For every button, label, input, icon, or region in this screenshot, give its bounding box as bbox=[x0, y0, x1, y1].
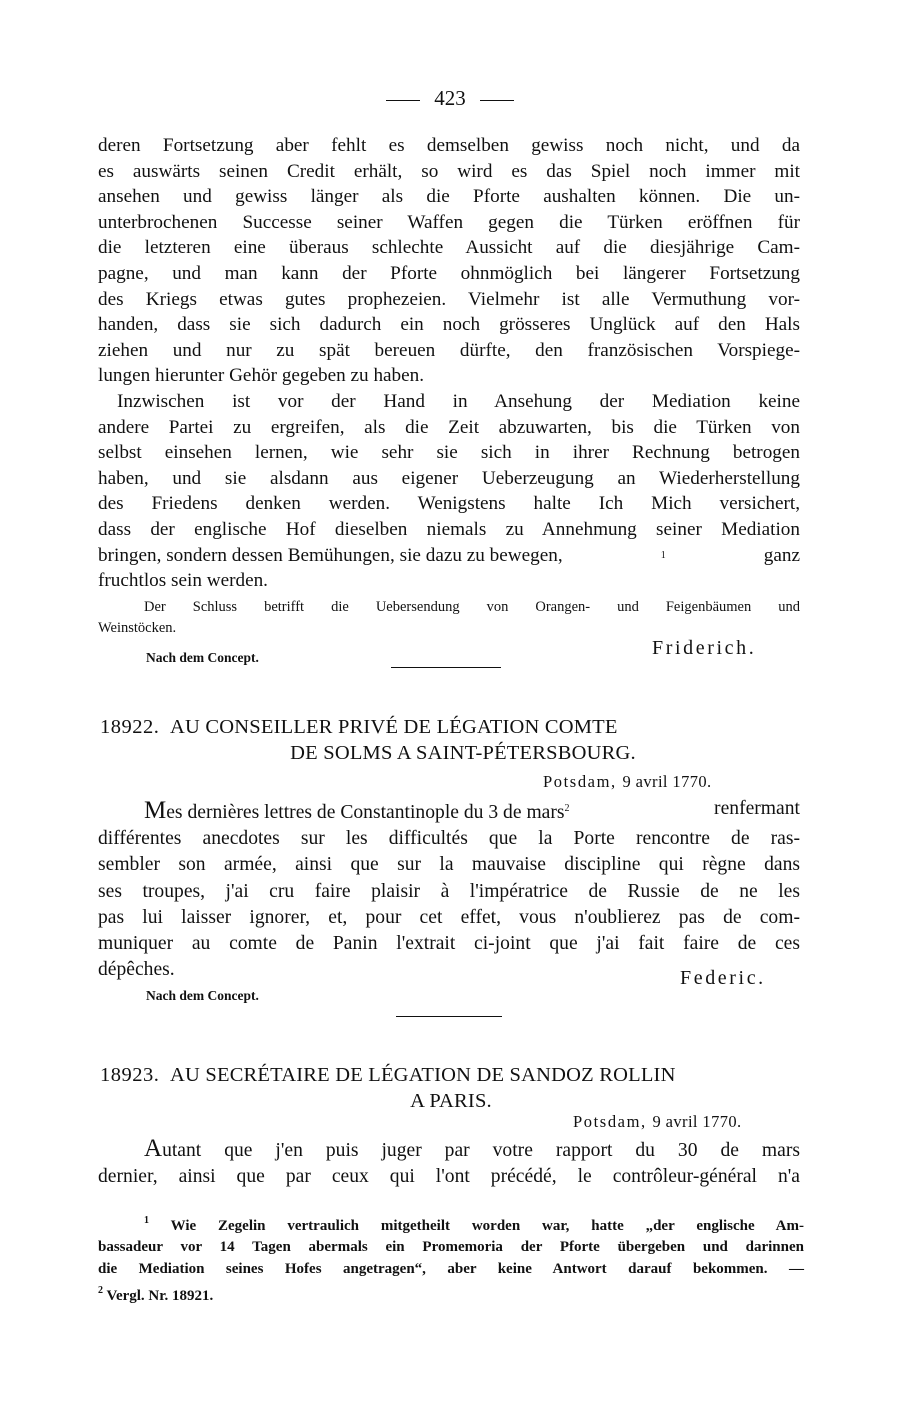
text-line-part: es dernières lettres de Constantinople du 3 de mars bbox=[166, 802, 565, 823]
text-line-part: renfermant bbox=[714, 798, 800, 819]
text-line: es auswärts seinen Credit erhält, so wird es das Spiel noch immer mit bbox=[98, 160, 800, 182]
text-line: dernier, ainsi que par ceux qui l'ont précédé, le contrôleur-général n'a bbox=[98, 1166, 800, 1188]
date: 9 avril 1770. bbox=[622, 772, 712, 791]
initial-letter: M bbox=[144, 797, 167, 824]
text-line bbox=[98, 796, 800, 826]
text-line: haben, und sie alsdann aus eigener Ueberzeugung an Wiederherstellung bbox=[98, 467, 800, 489]
text-line: selbst einsehen lernen, wie sehr sie sich in ihrer Rechnung betrogen bbox=[98, 442, 800, 464]
footnote-text: Wie Zegelin vertraulich mitgetheilt worden war, hatte „der englische Am- bbox=[170, 1218, 804, 1234]
text-line: des Friedens denken werden. Wenigstens halte Ich Mich versichert, bbox=[98, 493, 800, 515]
letter1-paragraph1 bbox=[98, 133, 800, 389]
footnote-mark: 2 bbox=[98, 1285, 103, 1297]
initial-letter: A bbox=[144, 1135, 163, 1162]
editorial-note: Der Schluss betrifft die Uebersendung von Orangen- und Feigenbäumen und bbox=[144, 599, 800, 615]
text-line-part: utant que j'en puis juger par votre rapport du 30 de mars bbox=[162, 1140, 800, 1161]
text-line: handen, dass sie sich dadurch ein noch grösseres Unglück auf den Hals bbox=[98, 314, 800, 336]
footnote-line bbox=[98, 1280, 804, 1307]
text-line: lungen hierunter Gehör gegeben zu haben. bbox=[98, 365, 425, 387]
footnote-line: bassadeur vor 14 Tagen abermals ein Promemoria der Pforte übergeben und darinnen bbox=[98, 1239, 804, 1256]
text-line: die letzteren eine überaus schlechte Aussicht auf die diesjährige Cam- bbox=[98, 237, 800, 259]
text-line: ansehen und gewiss länger als die Pforte aushalten können. Die un- bbox=[98, 186, 800, 208]
header-rule-right bbox=[480, 100, 514, 101]
footnote-line bbox=[98, 1210, 804, 1237]
letter1-paragraph2 bbox=[98, 389, 800, 594]
letter-heading bbox=[100, 714, 802, 766]
date: 9 avril 1770. bbox=[652, 1112, 742, 1131]
editorial-note-cont: Weinstöcken. bbox=[98, 620, 177, 636]
footnote-line: die Mediation seines Hofes angetragen“, aber keine Antwort darauf bekommen. — bbox=[98, 1260, 804, 1277]
page-header bbox=[0, 86, 900, 111]
text-line: sembler son armée, ainsi que sur la mauvaise discipline qui règne dans bbox=[98, 854, 800, 876]
footnote-text: Vergl. Nr. 18921. bbox=[106, 1288, 214, 1305]
heading-line: DE SOLMS A SAINT-PÉTERSBOURG. bbox=[290, 742, 636, 764]
section-divider bbox=[391, 667, 501, 668]
text-line: muniquer au comte de Panin l'extrait ci-joint que j'ai fait faire de ces bbox=[98, 933, 800, 955]
text-line bbox=[98, 1136, 800, 1164]
text-line bbox=[98, 543, 800, 569]
page-number: 423 bbox=[434, 86, 466, 110]
place: Potsdam, bbox=[573, 1112, 647, 1131]
heading-line bbox=[100, 714, 802, 740]
text-line: différentes anecdotes sur les difficultés que la Porte rencontre de ras- bbox=[98, 828, 800, 850]
heading-text: AU SECRÉTAIRE DE LÉGATION DE SANDOZ ROLLIN bbox=[170, 1064, 676, 1086]
text-line: dass der englische Hof dieselben niemals zu Annehmung seiner Mediation bbox=[98, 518, 800, 540]
footnote-mark: 1 bbox=[144, 1215, 149, 1226]
text-line: des Kriegs etwas gutes prophezeien. Vielmehr ist alle Vermuthung vor- bbox=[98, 288, 800, 310]
heading-line: A PARIS. bbox=[410, 1090, 492, 1112]
text-line-part: ganz bbox=[763, 544, 800, 566]
footnote-ref: 2 bbox=[564, 803, 570, 814]
text-line: deren Fortsetzung aber fehlt es demselben gewiss noch nicht, und da bbox=[98, 135, 800, 156]
text-line: fruchtlos sein werden. bbox=[98, 570, 268, 592]
heading-text: AU CONSEILLER PRIVÉ DE LÉGATION COMTE bbox=[170, 716, 618, 738]
text-line: pas lui laisser ignorer, et, pour cet effet, vous n'oublierez pas de com- bbox=[98, 906, 800, 928]
text-line: ziehen und nur zu spät bereuen dürfte, den französischen Vorspiege- bbox=[98, 339, 800, 361]
text-line: andere Partei zu ergreifen, als die Zeit abzuwarten, bis die Türken von bbox=[98, 416, 800, 438]
section-divider bbox=[396, 1016, 502, 1017]
header-rule-left bbox=[386, 100, 420, 101]
source-note: Nach dem Concept. bbox=[146, 988, 259, 1003]
footnotes bbox=[98, 1210, 804, 1308]
source-note: Nach dem Concept. bbox=[146, 650, 259, 665]
text-line: ses troupes, j'ai cru faire plaisir à l'impératrice de Russie de ne les bbox=[98, 880, 800, 902]
text-line: unterbrochenen Successe seiner Waffen gegen die Türken eröffnen für bbox=[98, 211, 800, 233]
letter-heading bbox=[100, 1062, 802, 1114]
letter-number: 18923. bbox=[100, 1064, 160, 1086]
heading-line bbox=[100, 1062, 802, 1088]
text-line: pagne, und man kann der Pforte ohnmöglich bei längerer Fortsetzung bbox=[98, 262, 800, 284]
signature: Federic. bbox=[680, 967, 766, 989]
letter-number: 18922. bbox=[100, 716, 160, 738]
letter3-body bbox=[98, 1136, 800, 1190]
text-line: dépêches. bbox=[98, 959, 175, 981]
signature: Friderich. bbox=[652, 637, 757, 659]
text-line: Inzwischen ist vor der Hand in Ansehung der Mediation keine bbox=[117, 391, 800, 412]
text-line-part bbox=[144, 796, 570, 826]
text-line-part: bringen, sondern dessen Bemühungen, sie dazu zu bewegen, bbox=[98, 544, 563, 566]
place-date bbox=[573, 1112, 742, 1132]
footnote-ref: 1 bbox=[660, 549, 666, 561]
letter2-body bbox=[98, 796, 800, 983]
place: Potsdam, bbox=[543, 772, 617, 791]
place-date bbox=[543, 772, 712, 792]
